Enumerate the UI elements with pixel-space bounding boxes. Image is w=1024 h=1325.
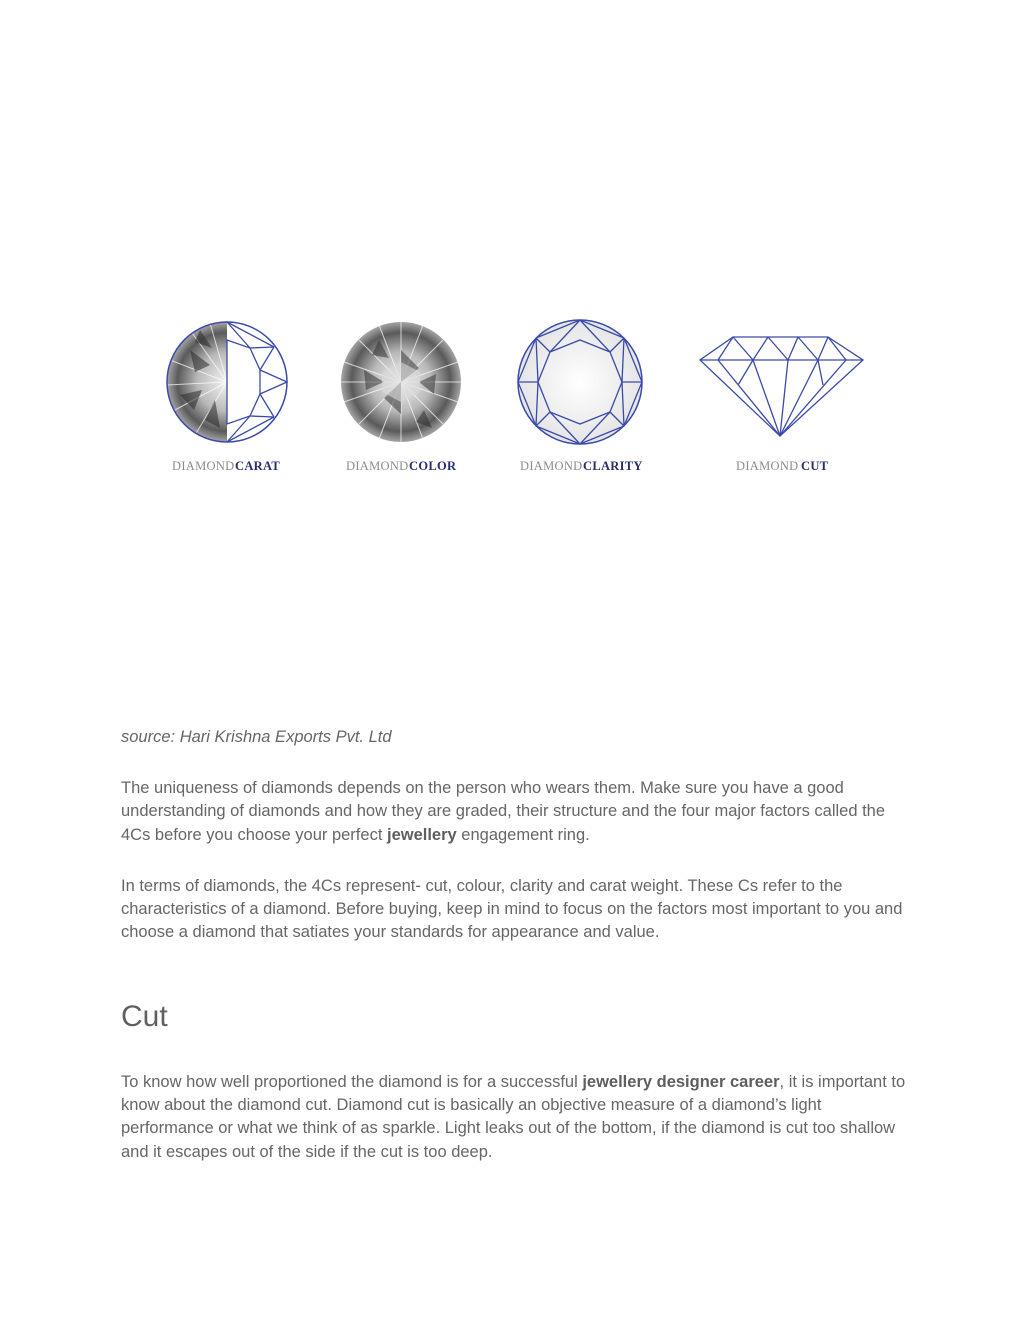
diamond-cut-label: CUT xyxy=(801,459,829,473)
intro-paragraph xyxy=(121,777,911,847)
cut-text-end: , it is important to know about the diamond cut. Diamond cut is basically an objective measure of a diamond’s light performance or what we think of as sparkle. Light leaks out of the bottom, if the diamond is cut too shallow and it escapes out of the side if the cut is too deep. xyxy=(121,1072,906,1161)
diamond-color-icon xyxy=(341,322,461,473)
cut-paragraph xyxy=(121,1071,911,1164)
jewellery-keyword: jewellery xyxy=(386,825,457,844)
diamond-carat-icon xyxy=(167,322,287,473)
cut-text-start: To know how well proportioned the diamond is for a successful xyxy=(121,1072,583,1091)
four-cs-paragraph: In terms of diamonds, the 4Cs represent- cut, colour, clarity and carat weight. These Cs refer to the characteristics of a diamond. Before buying, keep in mind to focus on the factors most important to you and choose a diamond that satiates your standards for appearance and value. xyxy=(121,876,903,942)
diamond-4cs-figure xyxy=(150,310,880,490)
jewellery-designer-career-keyword: jewellery designer career xyxy=(582,1072,780,1091)
intro-text-start: The uniqueness of diamonds depends on the person who wears them. Make sure you have a good understanding of diamonds and how they are graded, their structure and the four major factors called the 4Cs before you choose your perfect xyxy=(121,779,886,844)
diamond-carat-prefix: DIAMOND xyxy=(172,459,235,473)
diamond-color-label: COLOR xyxy=(409,459,457,473)
section-heading-cut: Cut xyxy=(121,999,168,1033)
diamond-cut-icon xyxy=(700,337,863,473)
diamond-4cs-illustration xyxy=(150,310,880,490)
diamond-cut-prefix: DIAMOND xyxy=(736,459,799,473)
diamond-clarity-label: CLARITY xyxy=(583,459,643,473)
diamond-color-prefix: DIAMOND xyxy=(346,459,409,473)
intro-text-end: engagement ring. xyxy=(456,825,590,844)
diamond-clarity-prefix: DIAMOND xyxy=(520,459,583,473)
diamond-carat-label: CARAT xyxy=(235,459,281,473)
diamond-clarity-icon xyxy=(518,320,643,473)
image-source-caption: source: Hari Krishna Exports Pvt. Ltd xyxy=(121,728,392,746)
article-body xyxy=(121,726,911,1192)
